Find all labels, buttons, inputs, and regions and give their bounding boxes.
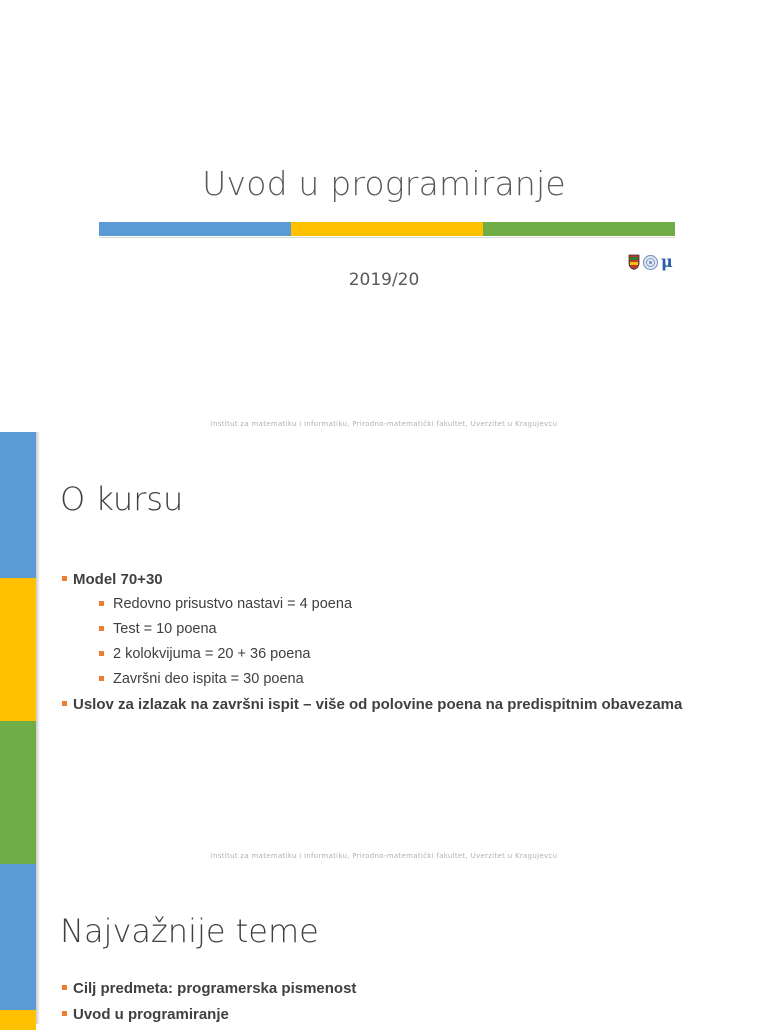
institute-mu-logo-icon: μ: [661, 252, 673, 271]
list-item: Test = 10 poena: [98, 619, 702, 640]
color-bar: [99, 222, 675, 236]
sub-bullet-list: [73, 594, 702, 690]
color-bar-blue: [99, 222, 291, 236]
color-bar-yellow: [291, 222, 483, 236]
logo-group: [628, 254, 673, 270]
list-item: [62, 569, 702, 690]
slide-title: Uvod u programiranje: [202, 164, 566, 203]
stripe-green: [0, 721, 36, 864]
list-item: [62, 978, 702, 999]
list-item: Redovno prisustvo nastavi = 4 poena: [98, 594, 702, 615]
slide-footer: Institut za matematiku i informatiku, Prirodno-matematički fakultet, Uverzitet u Kragujevcu: [210, 852, 558, 860]
stripe-blue: [0, 432, 36, 578]
bullet-list: [62, 569, 702, 715]
list-item: [62, 1004, 702, 1024]
title-slide: [0, 0, 768, 432]
list-item: 2 kolokvijuma = 20 + 36 poena: [98, 644, 702, 665]
list-item: Završni deo ispita = 30 poena: [98, 669, 702, 690]
stripe-yellow: [0, 578, 36, 721]
accent-stripe: [0, 432, 36, 1024]
faculty-seal-icon: [643, 255, 658, 270]
list-item: [62, 694, 702, 715]
stripe-blue-2: [0, 864, 36, 1010]
topics-slide: [40, 864, 768, 1024]
bullet-text: Uvod u programiranje: [73, 1006, 229, 1023]
slide-title: Najvažnije teme: [60, 912, 319, 950]
bullet-text: Cilj predmeta: programerska pismenost: [73, 980, 357, 997]
divider: [99, 237, 675, 238]
stripe-yellow-2: [0, 1010, 36, 1030]
bullet-text: Model 70+30: [73, 571, 163, 588]
slide-subtitle: 2019/20: [348, 270, 420, 290]
color-bar-green: [483, 222, 675, 236]
bullet-text: Uslov za izlazak na završni ispit – više od polovine poena na predispitnim obavezama: [73, 696, 683, 713]
university-shield-icon: [628, 254, 640, 270]
course-slide: [40, 432, 768, 864]
slide-title: O kursu: [60, 480, 184, 518]
slide-footer: Institut za matematiku i informatiku, Prirodno-matematički fakultet, Uverzitet u Kragujevcu: [210, 420, 558, 428]
bullet-list: [62, 978, 702, 1024]
